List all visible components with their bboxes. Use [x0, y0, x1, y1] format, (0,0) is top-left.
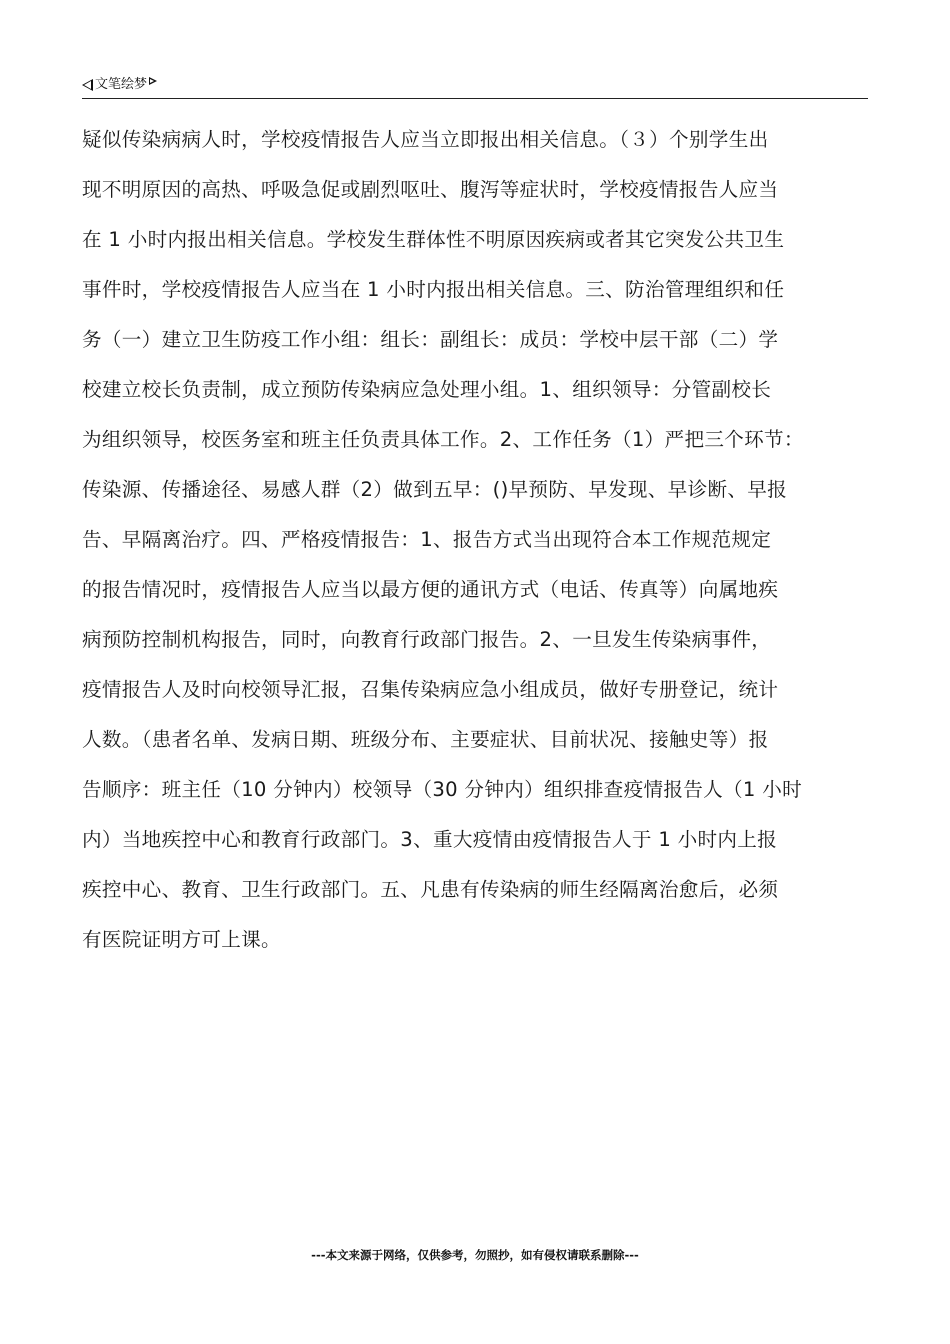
body-line: 疑似传染病病人时，学校疫情报告人应当立即报出相关信息。（３）个别学生出 [82, 128, 769, 151]
body-line: 内）当地疾控中心和教育行政部门。3、重大疫情由疫情报告人于 1 小时内上报 [82, 828, 778, 851]
page-footer-disclaimer: ---本文来源于网络，仅供参考，勿照抄，如有侵权请联系删除--- [311, 1248, 639, 1262]
body-line: 现不明原因的高热、呼吸急促或剧烈呕吐、腹泻等症状时，学校疫情报告人应当 [82, 178, 779, 201]
header-logo [82, 76, 157, 94]
triangle-right-icon [149, 77, 157, 85]
body-line: 校建立校长负责制，成立预防传染病应急处理小组。1、组织领导：分管副校长 [82, 378, 772, 401]
header-logo-text: 文笔绘梦 [95, 77, 148, 92]
body-line: 事件时，学校疫情报告人应当在 1 小时内报出相关信息。三、防治管理组织和任 [82, 278, 785, 301]
document-body [82, 115, 870, 965]
body-line: 告、早隔离治疗。四、严格疫情报告：1、报告方式当出现符合本工作规范规定 [82, 528, 772, 551]
body-line: 病预防控制机构报告，同时，向教育行政部门报告。2、一旦发生传染病事件， [82, 628, 772, 651]
body-line: 告顺序：班主任（10 分钟内）校领导（30 分钟内）组织排查疫情报告人（1 小时 [82, 778, 803, 801]
body-line: 传染源、传播途径、易感人群（2）做到五早：()早预防、早发现、早诊断、早报 [82, 478, 788, 501]
body-line: 为组织领导，校医务室和班主任负责具体工作。2、工作任务（1）严把三个环节： [82, 428, 804, 451]
body-line: 有医院证明方可上课。 [82, 928, 281, 951]
body-line: 务（一）建立卫生防疫工作小组：组长：副组长：成员：学校中层干部（二）学 [82, 328, 779, 351]
body-line: 疾控中心、教育、卫生行政部门。五、凡患有传染病的师生经隔离治愈后，必须 [82, 878, 779, 901]
body-line: 疫情报告人及时向校领导汇报，召集传染病应急小组成员，做好专册登记，统计 [82, 678, 779, 701]
body-line: 在 1 小时内报出相关信息。学校发生群体性不明原因疾病或者其它突发公共卫生 [82, 228, 785, 251]
body-line: 的报告情况时，疫情报告人应当以最方便的通讯方式（电话、传真等）向属地疾 [82, 578, 779, 601]
page-header [82, 74, 868, 99]
triangle-left-icon [82, 79, 93, 91]
body-line: 人数。（患者名单、发病日期、班级分布、主要症状、目前状况、接触史等）报 [82, 728, 769, 751]
